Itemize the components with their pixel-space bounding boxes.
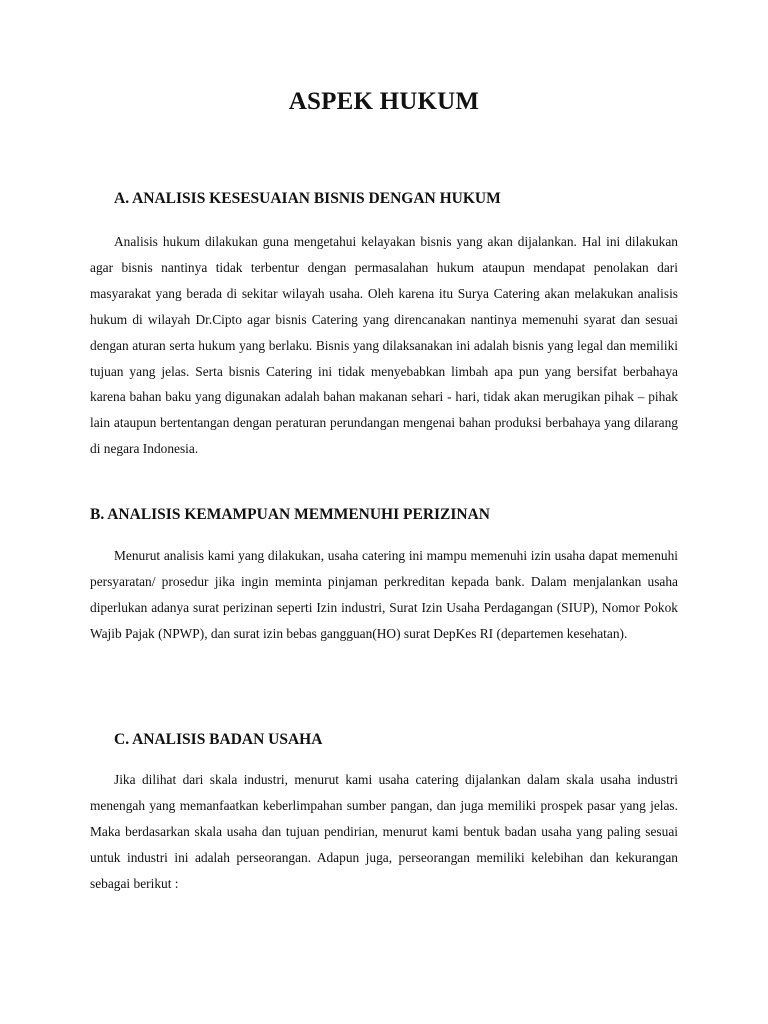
section-paragraph-c: Jika dilihat dari skala industri, menurut kami usaha catering dijalankan dalam skala usaha industri menengah yang memanfaatkan keberlimpahan sumber pangan, dan juga memiliki prospek pasar yang jelas. Maka berdasarkan skala usaha dan tujuan pendirian, menurut kami bentuk badan usaha yang paling sesuai untuk industri ini adalah perseorangan. Adapun juga, perseorangan memiliki kelebihan dan kekurangan sebagai berikut : xyxy=(90,772,678,891)
section-heading-b: B. ANALISIS KEMAMPUAN MEMMENUHI PERIZINAN xyxy=(90,506,491,523)
section-paragraph-b: Menurut analisis kami yang dilakukan, usaha catering ini mampu memenuhi izin usaha dapat memenuhi persyaratan/ prosedur jika ingin meminta pinjaman perkreditan kepada bank. Dalam menjalankan usaha diperlukan adanya surat perizinan seperti Izin industri, Surat Izin Usaha Perdagangan (SIUP), Nomor Pokok Wajib Pajak (NPWP), dan surat izin bebas gangguan(HO) surat DepKes RI (departemen kesehatan). xyxy=(90,548,678,641)
section-heading-c: C. ANALISIS BADAN USAHA xyxy=(114,731,323,748)
section-heading-a: A. ANALISIS KESESUAIAN BISNIS DENGAN HUKUM xyxy=(114,190,501,207)
page-title: ASPEK HUKUM xyxy=(288,88,480,115)
section-paragraph-a: Analisis hukum dilakukan guna mengetahui kelayakan bisnis yang akan dijalankan. Hal ini dilakukan agar bisnis nantinya tidak terbentur dengan permasalahan hukum ataupun mendapat penolakan dari masyarakat yang berada di sekitar wilayah usaha. Oleh karena itu Surya Catering akan melakukan analisis hukum di wilayah Dr.Cipto agar bisnis Catering yang direncanakan nantinya memenuhi syarat dan sesuai dengan aturan serta hukum yang berlaku. Bisnis yang dilaksanakan ini adalah bisnis yang legal dan memiliki tujuan yang jelas. Serta bisnis Catering ini tidak menyebabkan limbah apa pun yang bersifat berbahaya karena bahan baku yang digunakan adalah bahan makanan sehari - hari, tidak akan merugikan pihak – pihak lain ataupun bertentangan dengan peraturan perundangan mengenai bahan produksi berbahaya yang dilarang di negara Indonesia. xyxy=(90,234,678,457)
